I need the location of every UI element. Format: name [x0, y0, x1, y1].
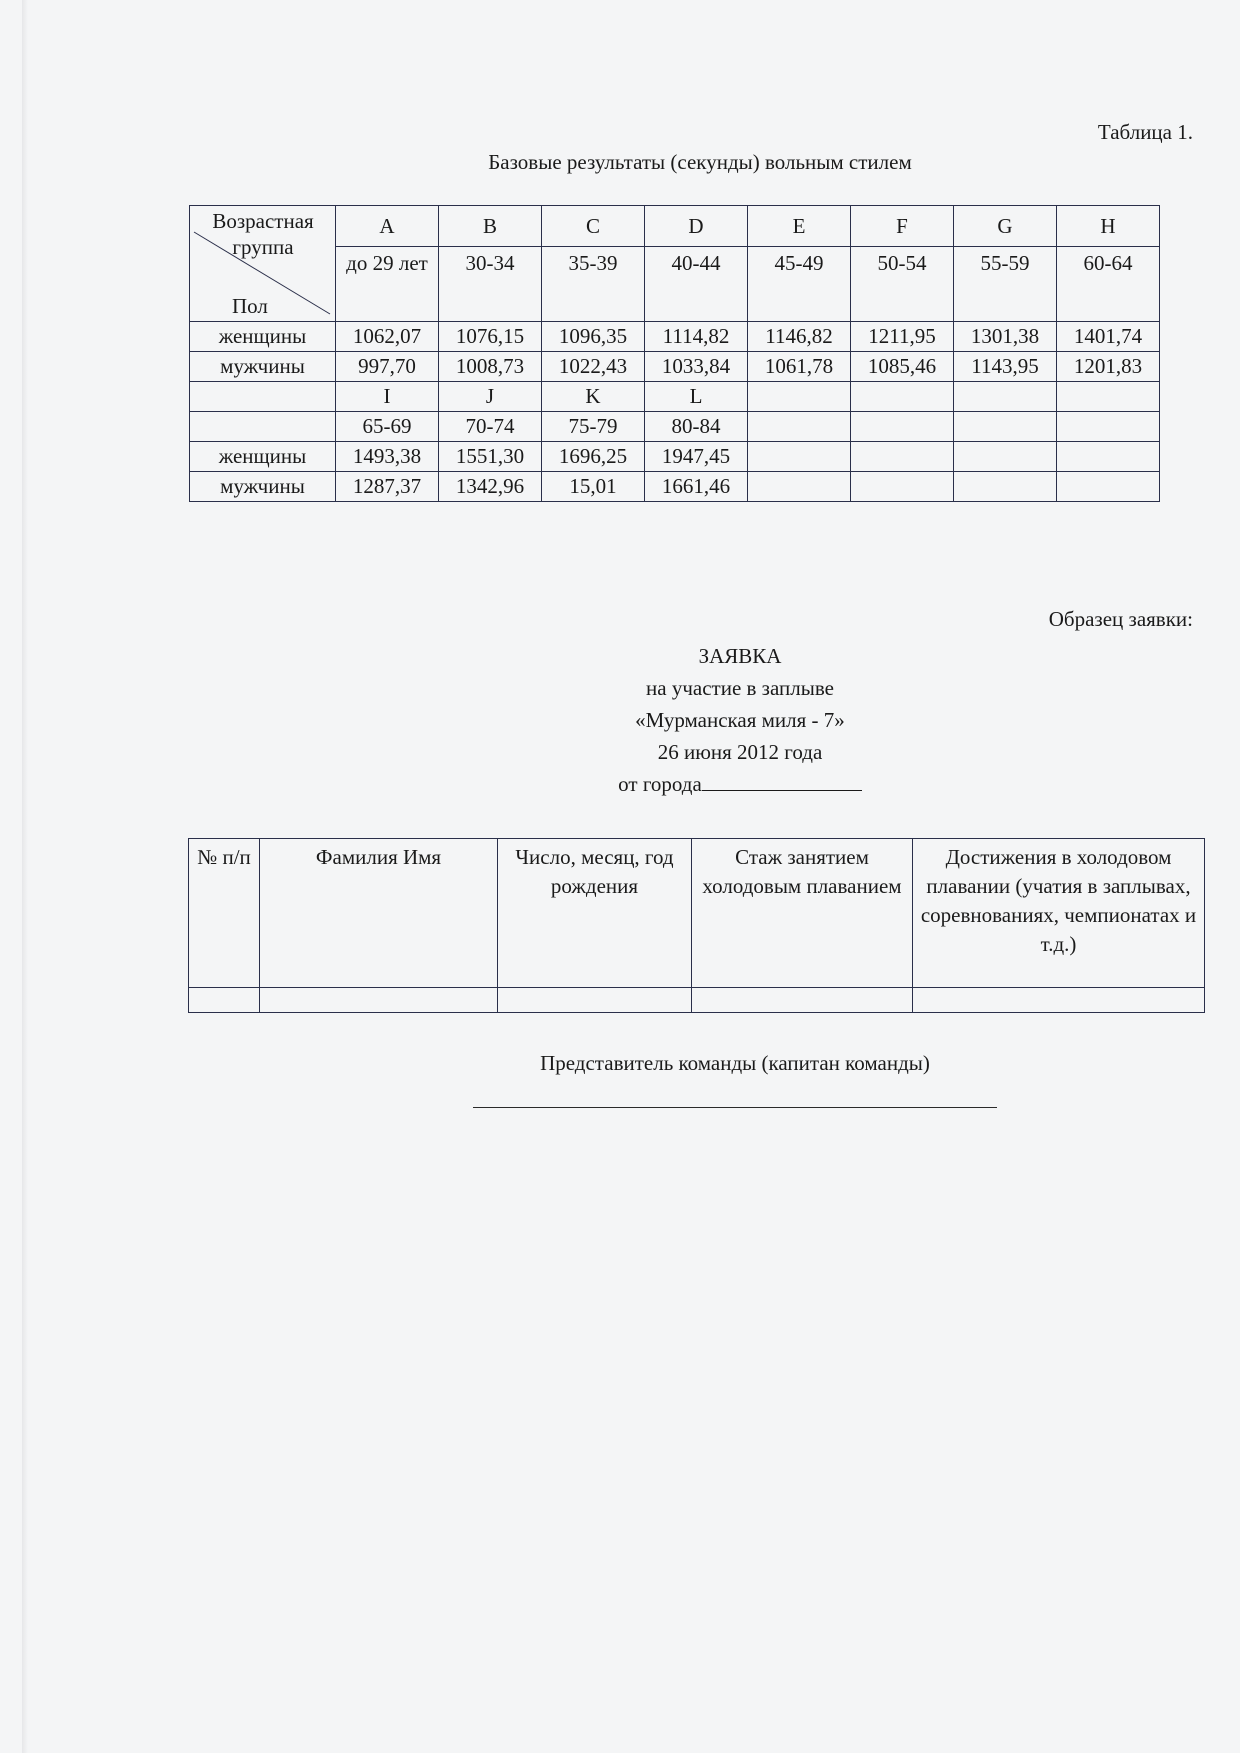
representative-label: Представитель команды (капитан команды) — [540, 1051, 930, 1075]
value-cell: 1076,15 — [439, 322, 542, 352]
application-title: ЗАЯВКА — [698, 644, 782, 668]
group-ages: 45-49 — [748, 247, 851, 322]
corner-header-cell — [190, 206, 336, 322]
group-ages: до 29 лет — [336, 247, 439, 322]
group-ages: 65-69 — [336, 412, 439, 442]
city-label: от города — [618, 772, 702, 796]
col-name: Фамилия Имя — [260, 839, 498, 988]
col-number: № п/п — [189, 839, 260, 988]
city-line — [0, 768, 1240, 800]
page-edge-shadow — [22, 0, 28, 1753]
group-letter: G — [954, 206, 1057, 247]
empty-cell — [851, 382, 954, 412]
empty-cell — [748, 472, 851, 502]
group-letter: I — [336, 382, 439, 412]
value-cell: 1085,46 — [851, 352, 954, 382]
value-cell: 1201,83 — [1057, 352, 1160, 382]
value-cell: 1493,38 — [336, 442, 439, 472]
empty-cell — [954, 382, 1057, 412]
blank-cell[interactable] — [189, 988, 260, 1013]
empty-cell — [954, 442, 1057, 472]
blank-cell[interactable] — [913, 988, 1205, 1013]
group-ages: 40-44 — [645, 247, 748, 322]
blank-cell[interactable] — [260, 988, 498, 1013]
empty-cell — [190, 382, 336, 412]
table-row — [190, 472, 1160, 502]
group-letter: L — [645, 382, 748, 412]
application-caption: Образец заявки: — [1048, 607, 1193, 631]
group-ages: 80-84 — [645, 412, 748, 442]
value-cell: 1661,46 — [645, 472, 748, 502]
sex-cell: мужчины — [190, 352, 336, 382]
value-cell: 997,70 — [336, 352, 439, 382]
value-cell: 1301,38 — [954, 322, 1057, 352]
table-row — [190, 352, 1160, 382]
empty-cell — [1057, 382, 1160, 412]
empty-cell — [1057, 412, 1160, 442]
group-ages: 35-39 — [542, 247, 645, 322]
table-row — [190, 322, 1160, 352]
group-ages: 50-54 — [851, 247, 954, 322]
signature-line[interactable] — [473, 1107, 997, 1108]
value-cell: 1062,07 — [336, 322, 439, 352]
col-birthdate: Число, месяц, год рождения — [498, 839, 692, 988]
age-group-label: Возрастная группа — [212, 209, 314, 259]
group-letter: J — [439, 382, 542, 412]
group-letter: H — [1057, 206, 1160, 247]
group-ages: 75-79 — [542, 412, 645, 442]
table-row — [190, 442, 1160, 472]
empty-cell — [1057, 472, 1160, 502]
application-line-3: 26 июня 2012 года — [657, 740, 823, 764]
col-experience: Стаж занятием холодовым плаванием — [692, 839, 913, 988]
group-letter: K — [542, 382, 645, 412]
value-cell: 1551,30 — [439, 442, 542, 472]
table-caption: Таблица 1. — [1097, 120, 1193, 144]
value-cell: 1061,78 — [748, 352, 851, 382]
empty-cell — [748, 382, 851, 412]
empty-cell — [190, 412, 336, 442]
value-cell: 1287,37 — [336, 472, 439, 502]
sex-cell: женщины — [190, 442, 336, 472]
sex-cell: женщины — [190, 322, 336, 352]
blank-cell[interactable] — [692, 988, 913, 1013]
value-cell: 1211,95 — [851, 322, 954, 352]
value-cell: 1033,84 — [645, 352, 748, 382]
group-letter: C — [542, 206, 645, 247]
table-title: Базовые результаты (секунды) вольным стилем — [488, 150, 912, 174]
empty-cell — [851, 442, 954, 472]
sex-cell: мужчины — [190, 472, 336, 502]
application-header — [0, 640, 1240, 800]
city-blank[interactable] — [702, 770, 862, 791]
group-ages: 55-59 — [954, 247, 1057, 322]
value-cell: 1947,45 — [645, 442, 748, 472]
application-line-1: на участие в заплыве — [646, 676, 834, 700]
empty-cell — [748, 442, 851, 472]
group-letter: A — [336, 206, 439, 247]
value-cell: 1022,43 — [542, 352, 645, 382]
results-table — [189, 205, 1160, 502]
empty-cell — [954, 412, 1057, 442]
value-cell: 15,01 — [542, 472, 645, 502]
value-cell: 1143,95 — [954, 352, 1057, 382]
value-cell: 1696,25 — [542, 442, 645, 472]
group-letter: B — [439, 206, 542, 247]
application-line-2: «Мурманская миля - 7» — [635, 708, 845, 732]
group-ages: 30-34 — [439, 247, 542, 322]
group-letter: E — [748, 206, 851, 247]
application-table — [188, 838, 1205, 1013]
group-letter: F — [851, 206, 954, 247]
value-cell: 1401,74 — [1057, 322, 1160, 352]
empty-cell — [748, 412, 851, 442]
empty-cell — [954, 472, 1057, 502]
group-ages: 60-64 — [1057, 247, 1160, 322]
empty-cell — [851, 472, 954, 502]
value-cell: 1096,35 — [542, 322, 645, 352]
blank-cell[interactable] — [498, 988, 692, 1013]
group-letter: D — [645, 206, 748, 247]
empty-cell — [851, 412, 954, 442]
value-cell: 1146,82 — [748, 322, 851, 352]
value-cell: 1114,82 — [645, 322, 748, 352]
empty-cell — [1057, 442, 1160, 472]
value-cell: 1342,96 — [439, 472, 542, 502]
value-cell: 1008,73 — [439, 352, 542, 382]
sex-label: Пол — [232, 294, 268, 318]
group-ages: 70-74 — [439, 412, 542, 442]
col-achievements: Достижения в холодовом плавании (учатия в заплывах, соревнованиях, чемпионатах и т.д.) — [913, 839, 1205, 988]
